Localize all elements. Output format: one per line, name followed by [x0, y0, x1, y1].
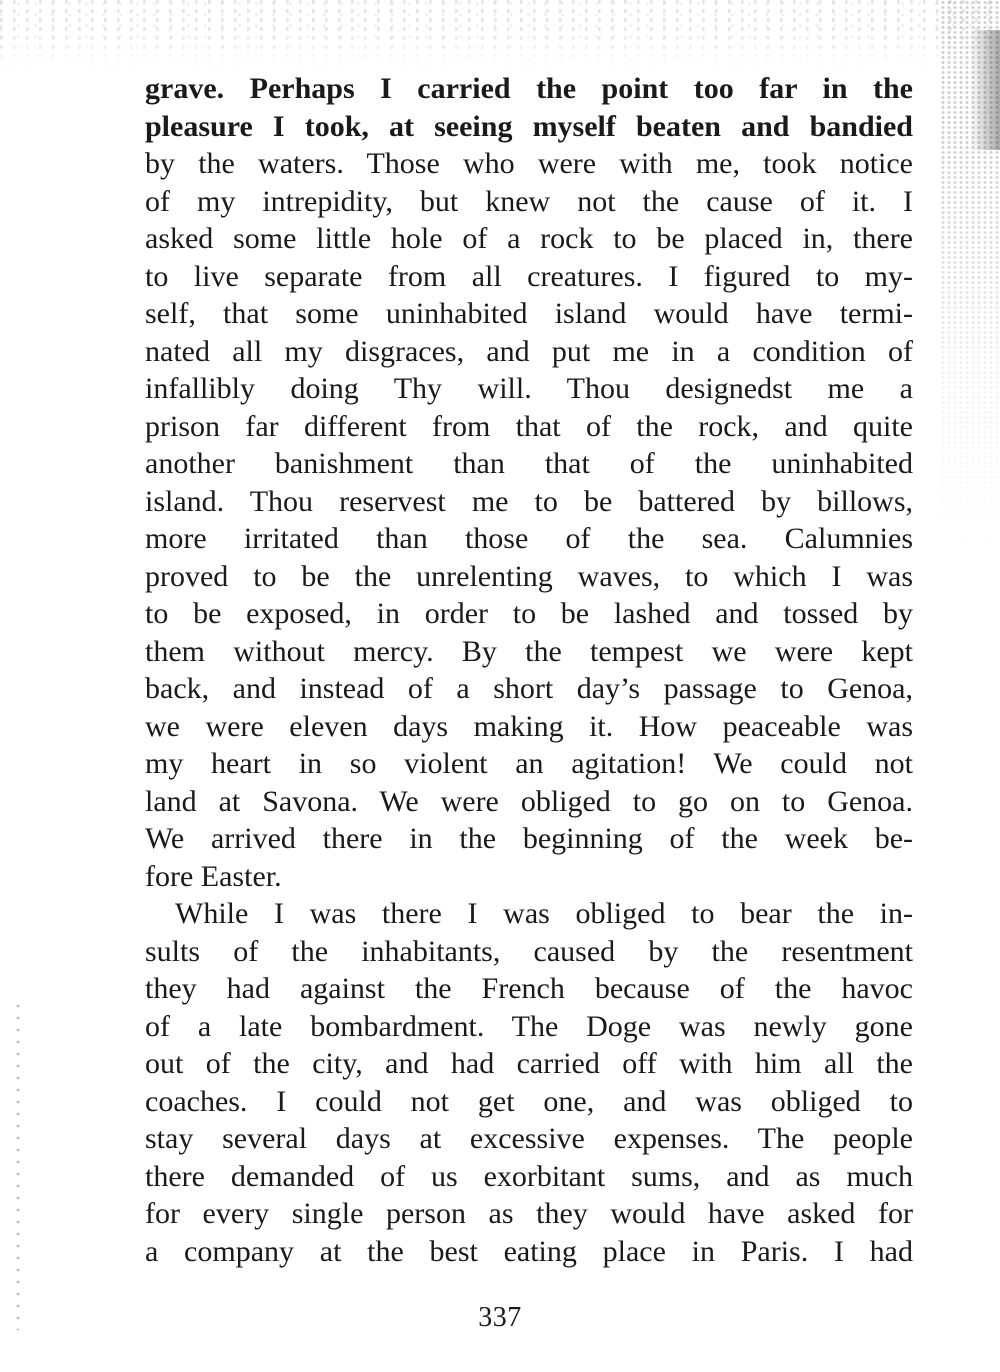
text-line: While I was there I was obliged to bear the in- [175, 897, 913, 930]
page-body [145, 70, 913, 1270]
paragraph-1 [145, 70, 913, 895]
text-line: them without mercy. By the tempest we were kept [145, 634, 913, 668]
scan-dots-left-edge [16, 1000, 20, 1330]
text-line: of my intrepidity, but knew not the cause of it. I [145, 184, 913, 218]
text-line: fore Easter. [145, 859, 282, 893]
text-line: sults of the inhabitants, caused by the resentment [145, 934, 913, 968]
text-line: they had against the French because of the havoc [145, 972, 913, 1005]
text-line: grave. Perhaps I carried the point too far in the [145, 72, 913, 105]
text-line: stay several days at excessive expenses. The people [145, 1122, 913, 1155]
text-line: out of the city, and had carried off with him all the [145, 1047, 913, 1080]
text-line: infallibly doing Thy will. Thou designedst me a [145, 372, 913, 405]
text-line: to live separate from all creatures. I figured to my- [145, 259, 913, 293]
text-line: more irritated than those of the sea. Calumnies [145, 522, 913, 555]
text-line: asked some little hole of a rock to be placed in, there [145, 222, 913, 255]
page-number: 337 [478, 1302, 522, 1333]
text-line: another banishment than that of the uninhabited [145, 447, 913, 480]
text-line: island. Thou reservest me to be battered by billows, [145, 484, 913, 518]
scan-noise-top [0, 0, 1000, 70]
text-line: pleasure I took, at seeing myself beaten and bandied [145, 109, 913, 143]
text-line: land at Savona. We were obliged to go on to Genoa. [145, 784, 913, 818]
text-line: nated all my disgraces, and put me in a condition of [145, 334, 913, 368]
text-line: by the waters. Those who were with me, took notice [145, 147, 913, 180]
text-line: coaches. I could not get one, and was obliged to [145, 1084, 913, 1118]
text-line: of a late bombardment. The Doge was newly gone [145, 1009, 913, 1043]
text-line: we were eleven days making it. How peaceable was [145, 709, 913, 743]
text-line: We arrived there in the beginning of the week be- [145, 822, 913, 855]
text-line: prison far different from that of the rock, and quite [145, 409, 913, 443]
text-line: for every single person as they would have asked for [145, 1197, 913, 1230]
text-line: to be exposed, in order to be lashed and tossed by [145, 597, 913, 630]
text-line: proved to be the unrelenting waves, to which I was [145, 559, 913, 593]
text-line: my heart in so violent an agitation! We could not [145, 747, 913, 780]
paragraph-2 [145, 895, 913, 1270]
text-line: there demanded of us exorbitant sums, and as much [145, 1159, 913, 1193]
text-line: a company at the best eating place in Paris. I had [145, 1234, 913, 1268]
text-line: back, and instead of a short day’s passage to Genoa, [145, 672, 913, 705]
text-line: self, that some uninhabited island would have termi- [145, 297, 913, 330]
scan-shadow-corner [970, 30, 1000, 150]
